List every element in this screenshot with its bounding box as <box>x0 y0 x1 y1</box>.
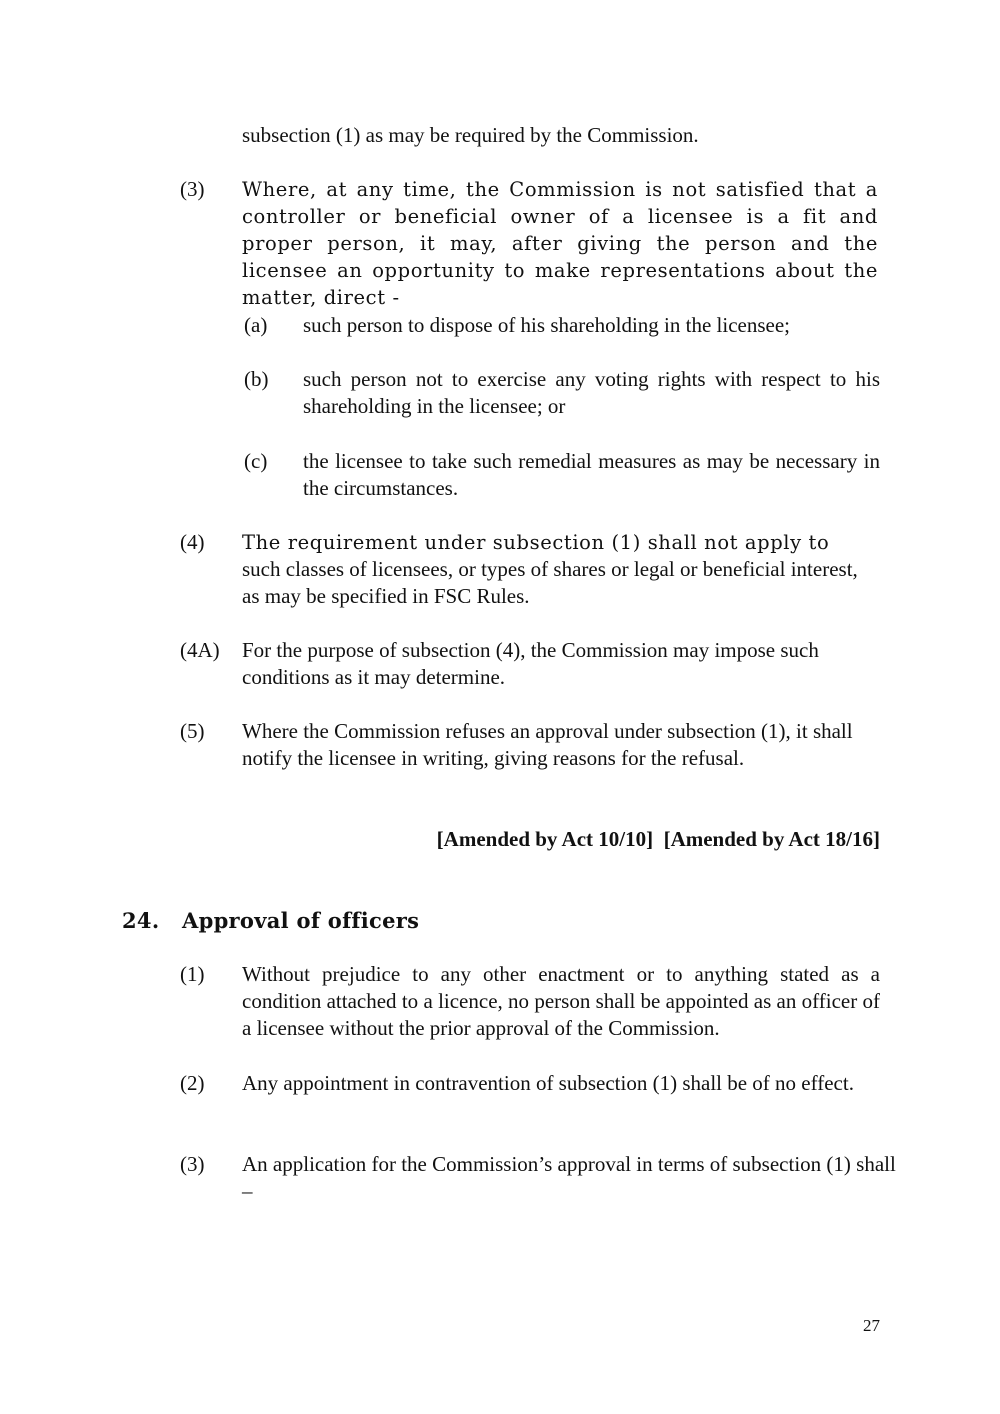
para-c-text: the licensee to take such remedial measures as may be necessary in the circumstances. <box>303 449 880 500</box>
para-c-label: (c) <box>244 449 268 473</box>
continued-line: subsection (1) as may be required by the Commission. <box>242 123 699 147</box>
page-number: 27 <box>863 1316 880 1335</box>
para-a-label: (a) <box>244 313 268 337</box>
subsection-4-first-line: The requirement under subsection (1) shall not apply to <box>242 531 830 554</box>
subsection-4a-text: For the purpose of subsection (4), the Commission may impose such conditions as it may determine. <box>242 638 819 689</box>
section-24-number: 24. <box>122 908 160 933</box>
s24-subsection-1-text: Without prejudice to any other enactment or to anything stated as a condition attached to a licence, no person shall be appointed as an officer of a licensee without the prior approval of the Commission. <box>242 962 880 1040</box>
s24-subsection-2-text: Any appointment in contravention of subsection (1) shall be of no effect. <box>242 1071 854 1095</box>
para-b-label: (b) <box>244 367 269 391</box>
amendment-note: [Amended by Act 10/10] [Amended by Act 18/16] <box>436 827 880 851</box>
s24-subsection-3-number: (3) <box>180 1152 205 1176</box>
subsection-3-number: (3) <box>180 177 205 201</box>
subsection-4-number: (4) <box>180 530 205 554</box>
para-a-text: such person to dispose of his shareholding in the licensee; <box>303 313 790 337</box>
para-b-text: such person not to exercise any voting rights with respect to his shareholding in the licensee; or <box>303 367 880 418</box>
s24-subsection-2-number: (2) <box>180 1071 205 1095</box>
s24-subsection-1-number: (1) <box>180 962 205 986</box>
section-24-title: Approval of officers <box>182 908 420 933</box>
subsection-5-text: Where the Commission refuses an approval under subsection (1), it shall notify the licensee in writing, giving reasons for the refusal. <box>242 719 853 770</box>
s24-subsection-3-text: An application for the Commission’s approval in terms of subsection (1) shall – <box>242 1152 896 1203</box>
subsection-5-number: (5) <box>180 719 205 743</box>
subsection-3-text: Where, at any time, the Commission is not satisfied that a controller or beneficial owner of a licensee is a fit and proper person, it may, after giving the person and the licensee an opportunity to make representations about the matter, direct - <box>242 178 878 309</box>
subsection-4a-number: (4A) <box>180 638 220 662</box>
subsection-4-text: such classes of licensees, or types of shares or legal or beneficial interest, as may be specified in FSC Rules. <box>242 557 858 608</box>
